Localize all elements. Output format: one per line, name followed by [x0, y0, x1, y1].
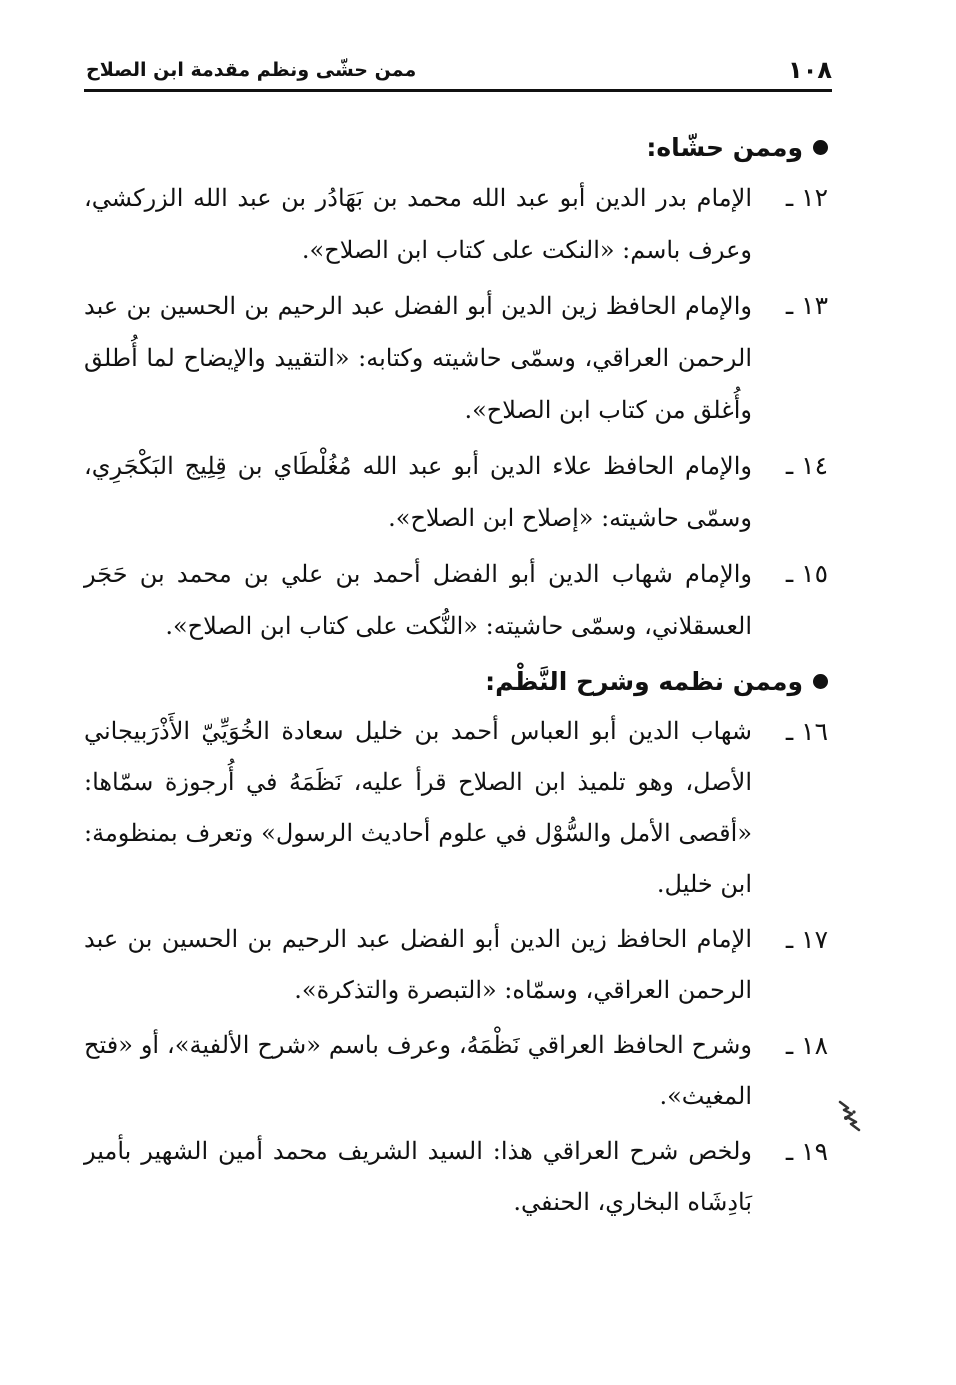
page-body [84, 122, 828, 1232]
entry-text: الإمام الحافظ زين الدين أبو الفضل عبد الرحيم بن الحسين بن عبد الرحمن العراقي، وسمّاه: «التبصرة والتذكرة». [84, 925, 752, 1004]
entry-number: ١٥ ـ [785, 559, 828, 588]
entry-number: ١٤ ـ [785, 451, 828, 480]
entry-number: ١٣ ـ [785, 291, 828, 320]
entry-number: ١٩ ـ [785, 1137, 828, 1166]
entry-number: ١٨ ـ [785, 1031, 828, 1060]
section-heading-annotators [84, 122, 828, 172]
entry-text: والإمام شهاب الدين أبو الفضل أحمد بن علي بن محمد بن حَجَر العسقلاني، وسمّى حاشيته: «النُّكت على كتاب ابن الصلاح». [84, 560, 752, 640]
section-heading-versifiers [84, 656, 828, 706]
list-item [84, 914, 828, 1016]
header-rule [84, 89, 832, 92]
list-item [84, 548, 828, 652]
entry-text: وشرح الحافظ العراقي نَظْمَهُ، وعرف باسم «شرح الألفية»، أو «فتح المغيث». [84, 1031, 752, 1110]
margin-ornament-icon [834, 1098, 864, 1134]
running-title: ممن حشّى ونظم مقدمة ابن الصلاح [86, 59, 417, 81]
list-item [84, 1020, 828, 1122]
list-item [84, 172, 828, 276]
entry-number: ١٧ ـ [785, 925, 828, 954]
list-item [84, 440, 828, 544]
entry-text: الإمام بدر الدين أبو عبد الله محمد بن بَهَادُر بن عبد الله الزركشي، وعرف باسم: «النكت على كتاب ابن الصلاح». [84, 184, 752, 264]
bullet-icon [813, 674, 828, 689]
bullet-icon [813, 140, 828, 155]
entry-text: ولخص شرح العراقي هذا: السيد الشريف محمد أمين الشهير بأمير بَادِشَاه البخاري، الحنفي. [84, 1137, 752, 1216]
entry-number: ١٢ ـ [785, 183, 828, 212]
section-heading-text: وممن حشّاه: [646, 132, 803, 162]
entry-text: والإمام الحافظ زين الدين أبو الفضل عبد الرحيم بن الحسين بن عبد الرحمن العراقي، وسمّى حاشيته وكتابه: «التقييد والإيضاح لما أُطلق وأُغلق من كتاب ابن الصلاح». [84, 292, 752, 424]
section-heading-text: وممن نظمه وشرح النَّظْم: [485, 666, 803, 696]
list-item [84, 706, 828, 910]
running-header [86, 52, 832, 88]
entry-text: شهاب الدين أبو العباس أحمد بن خليل سعادة الخُوَيِّيّ الأَذْرَبيجاني الأصل، وهو تلميذ ابن الصلاح قرأ عليه، نَظَمَهُ في أُرجوزة سمّاها: «أقصى الأمل والسُّوْل في علوم أحاديث الرسول» وتعرف بمنظومة: ابن خليل. [84, 717, 752, 898]
entry-text: والإمام الحافظ علاء الدين أبو عبد الله مُغُلْطَاي بن قِلِيج البَكْجَرِي، وسمّى حاشيته: «إصلاح ابن الصلاح». [84, 452, 752, 532]
entry-number: ١٦ ـ [785, 717, 828, 746]
list-item [84, 1126, 828, 1228]
list-item [84, 280, 828, 436]
page-number: ١٠٨ [788, 56, 832, 84]
